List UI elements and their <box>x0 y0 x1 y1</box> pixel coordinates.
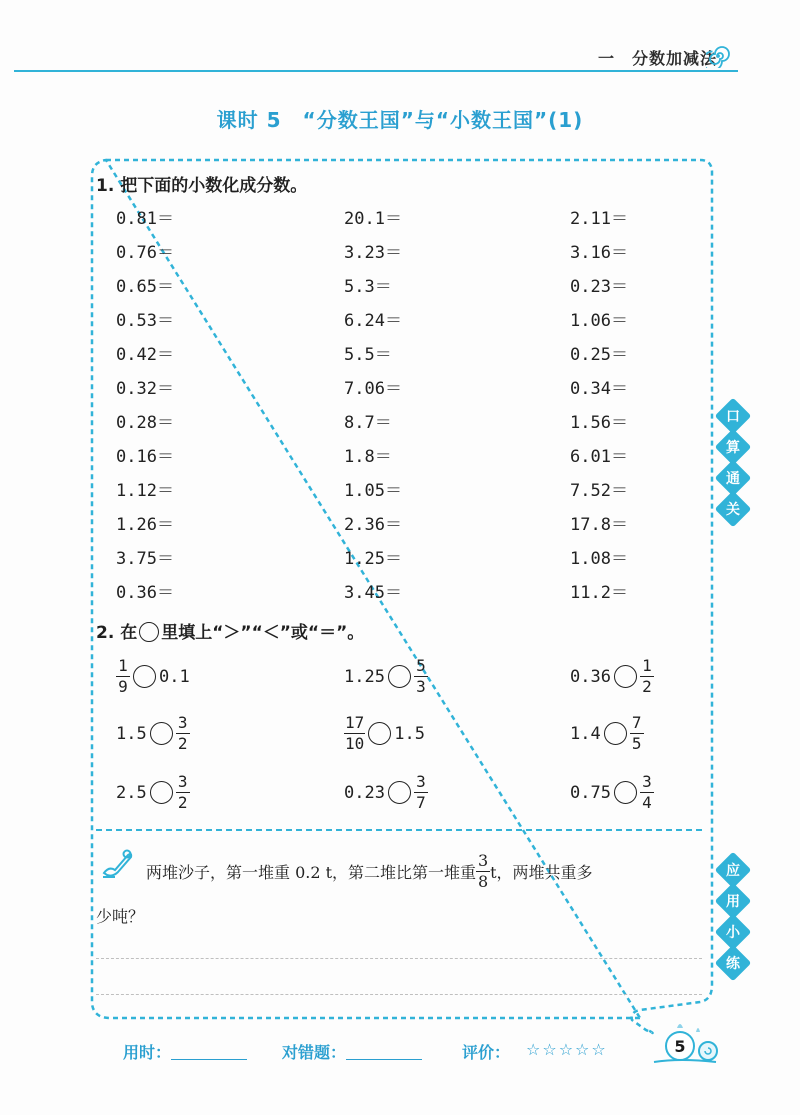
conversion-item[interactable]: 0.25＝ <box>570 345 628 365</box>
side-tag-char: 算 <box>726 440 740 456</box>
question-2-title-prefix: 2. 在 <box>96 623 138 643</box>
lesson-title: 课时 5 “分数王国”与“小数王国”(1) <box>216 108 584 132</box>
conversion-item[interactable]: 6.01＝ <box>570 447 628 467</box>
comparison-circle[interactable] <box>150 722 173 745</box>
conversion-item[interactable]: 11.2＝ <box>570 583 628 603</box>
side-tag-char: 小 <box>726 925 740 941</box>
conversion-item[interactable]: 0.16＝ <box>116 447 174 467</box>
fraction-denominator: 4 <box>642 793 652 812</box>
comparison-item <box>116 658 190 695</box>
application-problem-line-2: 少吨？ <box>96 907 145 926</box>
fraction-denominator: 8 <box>477 872 489 891</box>
side-tag-char: 练 <box>726 956 740 972</box>
conversion-item[interactable]: 17.8＝ <box>570 515 628 535</box>
fraction <box>630 715 644 752</box>
conversion-item[interactable]: 5.5＝ <box>344 345 392 365</box>
time-field <box>123 1040 247 1063</box>
answer-line[interactable] <box>96 958 702 959</box>
conversion-item[interactable]: 1.05＝ <box>344 481 402 501</box>
fraction <box>414 658 428 695</box>
decimal-value: 2.5 <box>116 782 147 803</box>
fraction-denominator: 2 <box>642 677 652 696</box>
errors-blank[interactable] <box>346 1059 422 1060</box>
conversion-item[interactable]: 3.75＝ <box>116 549 174 569</box>
conversion-item[interactable]: 5.3＝ <box>344 277 392 297</box>
pen-icon <box>101 846 135 880</box>
side-tag-char: 应 <box>726 863 740 879</box>
conversion-item[interactable]: 3.45＝ <box>344 583 402 603</box>
conversion-item[interactable]: 0.81＝ <box>116 209 174 229</box>
decimal-value: 0.1 <box>159 666 190 687</box>
errors-field <box>282 1040 422 1063</box>
fraction <box>640 658 654 695</box>
fraction-denominator: 10 <box>345 734 365 753</box>
conversion-item[interactable]: 3.23＝ <box>344 243 402 263</box>
conversion-item[interactable]: 2.11＝ <box>570 209 628 229</box>
decimal-value: 0.75 <box>570 782 611 803</box>
fraction-numerator: 3 <box>477 851 489 870</box>
spiral-icon <box>706 44 730 68</box>
comparison-circle[interactable] <box>388 665 411 688</box>
problem-fraction <box>476 853 490 890</box>
fraction-numerator: 3 <box>640 774 654 793</box>
fraction-numerator: 7 <box>630 715 644 734</box>
comparison-item <box>344 658 428 695</box>
chapter-title: 一 分数加减法 <box>598 49 718 68</box>
page-number: 5 <box>665 1031 695 1061</box>
fraction-numerator: 3 <box>176 774 190 793</box>
conversion-item[interactable]: 0.23＝ <box>570 277 628 297</box>
question-2-title <box>96 618 364 643</box>
conversion-item[interactable]: 3.16＝ <box>570 243 628 263</box>
fraction-numerator: 1 <box>116 658 130 677</box>
decimal-value: 1.5 <box>116 723 147 744</box>
comparison-circle[interactable] <box>368 722 391 745</box>
rating-stars[interactable]: ☆☆☆☆☆ <box>526 1040 608 1059</box>
circle-icon <box>139 622 159 642</box>
decimal-value: 0.23 <box>344 782 385 803</box>
fraction-denominator: 2 <box>177 793 188 812</box>
conversion-item[interactable]: 1.8＝ <box>344 447 392 467</box>
fraction-denominator: 5 <box>631 734 642 753</box>
comparison-item <box>570 658 654 695</box>
conversion-item[interactable]: 1.12＝ <box>116 481 174 501</box>
decimal-value: 1.25 <box>344 666 385 687</box>
decimal-value: 0.36 <box>570 666 611 687</box>
conversion-item[interactable]: 8.7＝ <box>344 413 392 433</box>
comparison-circle[interactable] <box>150 781 173 804</box>
comparison-circle[interactable] <box>614 781 637 804</box>
conversion-item[interactable]: 6.24＝ <box>344 311 402 331</box>
rating-label: 评价： <box>462 1043 511 1062</box>
side-tag-char: 通 <box>726 471 740 487</box>
conversion-item[interactable]: 0.65＝ <box>116 277 174 297</box>
fraction-denominator: 9 <box>118 677 128 696</box>
comparison-item <box>344 715 425 752</box>
fraction-numerator: 5 <box>414 658 428 677</box>
comparison-item <box>344 774 428 811</box>
fraction <box>176 715 190 752</box>
conversion-item[interactable]: 1.08＝ <box>570 549 628 569</box>
question-1-title: 1. 把下面的小数化成分数。 <box>96 176 308 196</box>
comparison-item <box>116 715 190 752</box>
fraction <box>116 658 130 695</box>
fraction-denominator: 7 <box>416 793 426 812</box>
side-tag-char: 关 <box>726 502 740 518</box>
time-blank[interactable] <box>171 1059 247 1060</box>
comparison-circle[interactable] <box>614 665 637 688</box>
conversion-item[interactable]: 2.36＝ <box>344 515 402 535</box>
conversion-item[interactable]: 20.1＝ <box>344 209 402 229</box>
side-tag-char: 用 <box>726 894 740 910</box>
problem-text-a: 两堆沙子，第一堆重 0.2 t，第二堆比第一堆重 <box>146 863 477 882</box>
application-problem-line-1 <box>146 853 593 890</box>
fraction <box>344 715 365 752</box>
comparison-circle[interactable] <box>388 781 411 804</box>
conversion-item[interactable]: 1.06＝ <box>570 311 628 331</box>
conversion-item[interactable]: 1.25＝ <box>344 549 402 569</box>
comparison-circle[interactable] <box>604 722 627 745</box>
comparison-circle[interactable] <box>133 665 156 688</box>
comparison-item <box>570 715 644 752</box>
conversion-item[interactable]: 0.53＝ <box>116 311 174 331</box>
fraction-numerator: 3 <box>176 715 190 734</box>
comparison-item <box>570 774 654 811</box>
decimal-value: 1.5 <box>394 723 425 744</box>
conversion-item[interactable]: 0.32＝ <box>116 379 174 399</box>
decimal-value: 1.4 <box>570 723 601 744</box>
time-label: 用时： <box>123 1043 172 1062</box>
fraction <box>414 774 428 811</box>
conversion-item[interactable]: 0.42＝ <box>116 345 174 365</box>
problem-text-b: t，两堆共重多 <box>490 863 593 882</box>
fraction-numerator: 3 <box>414 774 428 793</box>
section-divider <box>96 829 702 831</box>
header-rule <box>14 70 738 72</box>
fraction-numerator: 17 <box>345 713 365 732</box>
fraction <box>640 774 654 811</box>
comparison-item <box>116 774 190 811</box>
conversion-item[interactable]: 1.26＝ <box>116 515 174 535</box>
fraction <box>176 774 190 811</box>
conversion-item[interactable]: 7.06＝ <box>344 379 402 399</box>
conversion-item[interactable]: 0.76＝ <box>116 243 174 263</box>
fraction-denominator: 2 <box>177 734 188 753</box>
fraction-numerator: 1 <box>640 658 654 677</box>
conversion-item[interactable]: 7.52＝ <box>570 481 628 501</box>
conversion-item[interactable]: 0.36＝ <box>116 583 174 603</box>
fraction-denominator: 3 <box>416 677 426 696</box>
question-2-title-suffix: 里填上“＞”“＜”或“＝”。 <box>161 623 365 643</box>
errors-label: 对错题： <box>282 1043 347 1062</box>
answer-line[interactable] <box>96 994 702 995</box>
conversion-item[interactable]: 0.28＝ <box>116 413 174 433</box>
side-tag-char: 口 <box>726 409 740 425</box>
conversion-item[interactable]: 1.56＝ <box>570 413 628 433</box>
conversion-item[interactable]: 0.34＝ <box>570 379 628 399</box>
